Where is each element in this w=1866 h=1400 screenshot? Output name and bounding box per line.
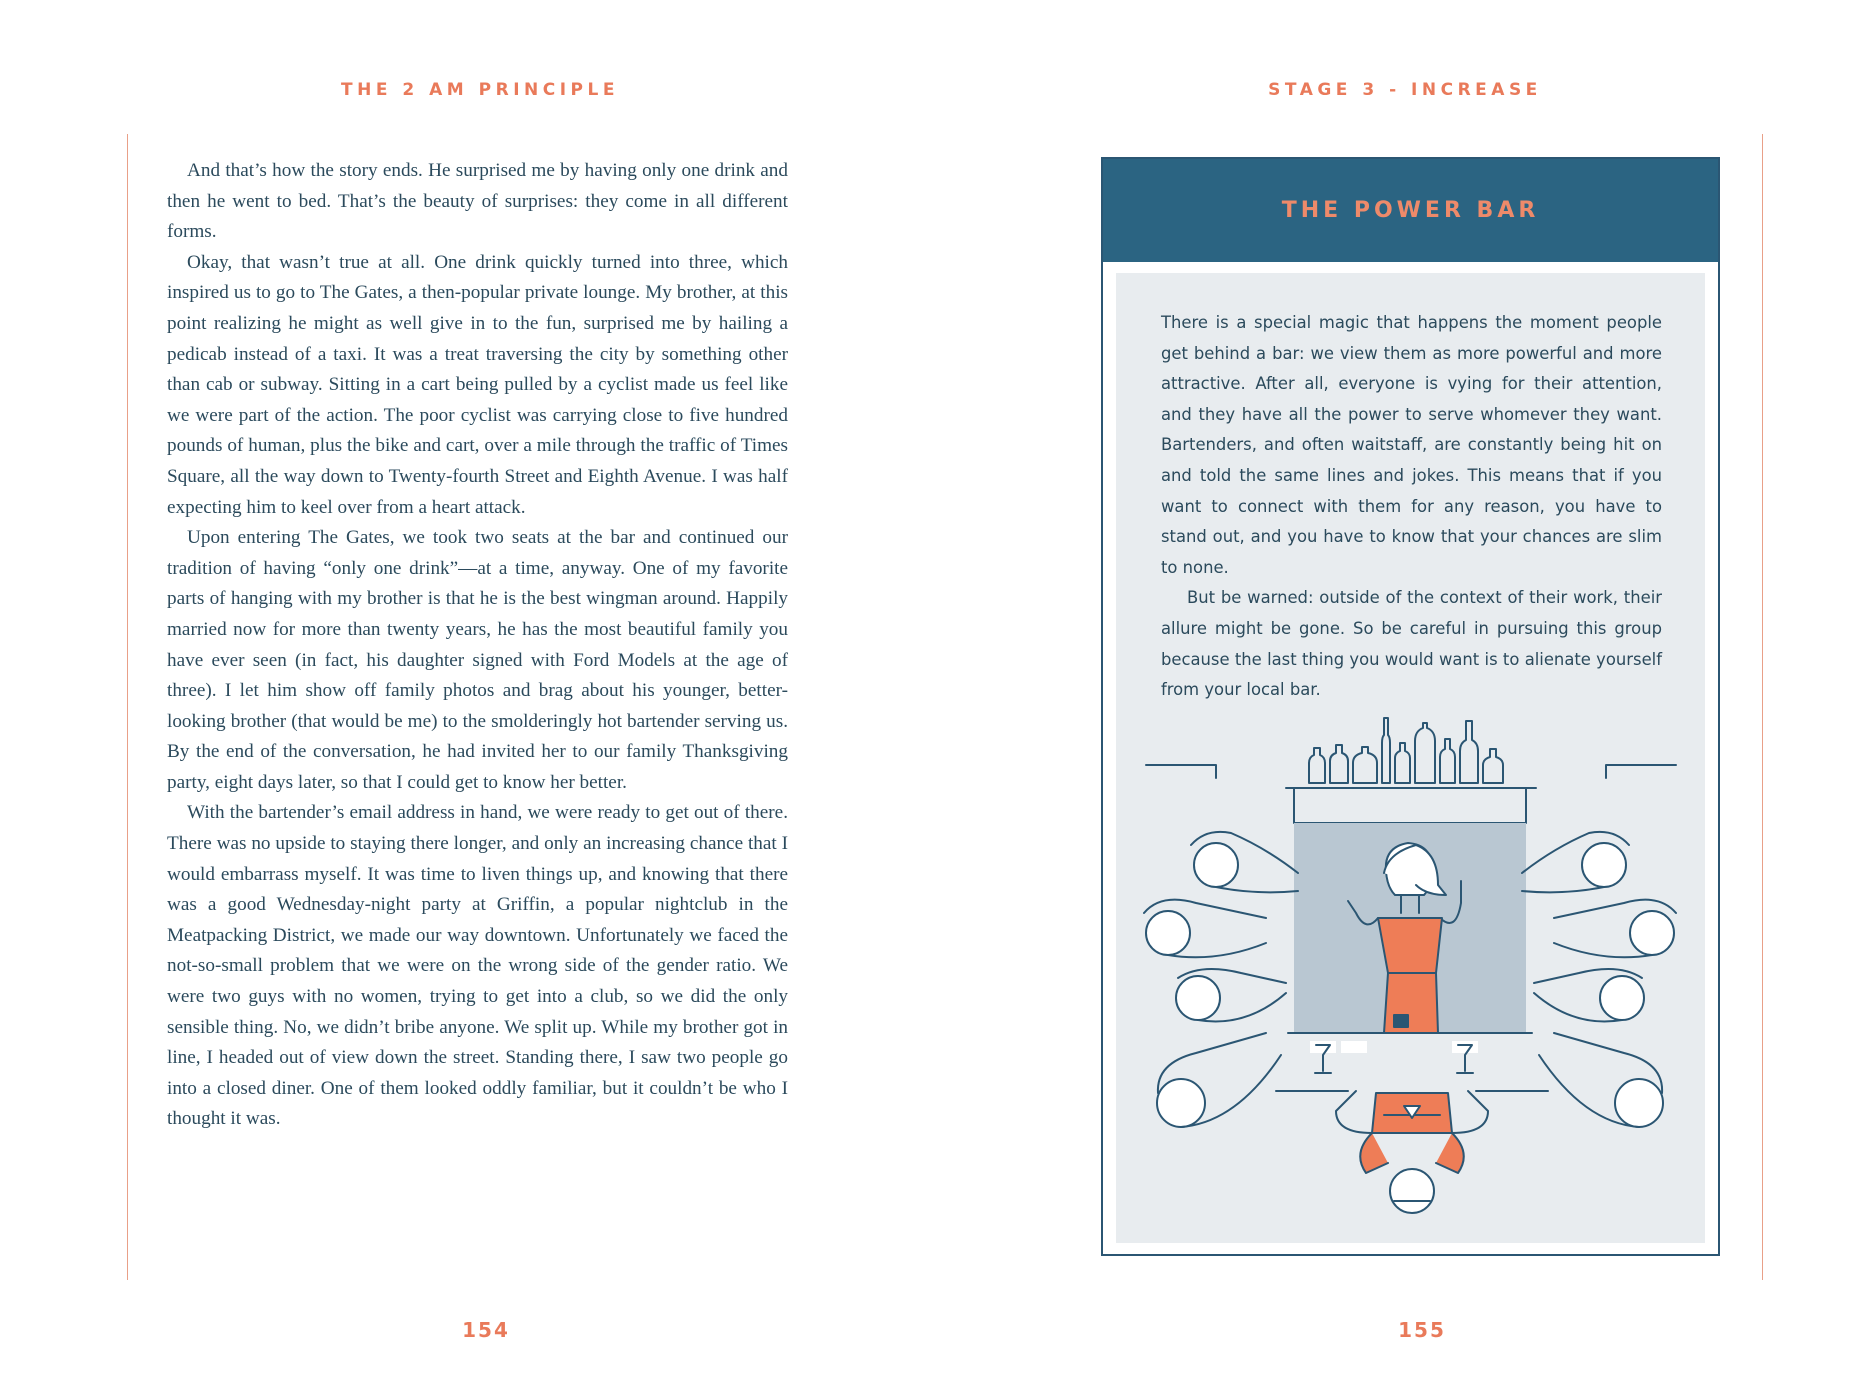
sidebar-paragraph: But be warned: outside of the context of their work, their allure might be gone. So be careful in pursuing this group because the last thing you would want is to alienate yourself from your local bar. xyxy=(1161,588,1662,700)
body-paragraph: Upon entering The Gates, we took two seats at the bar and continued our tradition of having “only one drink”—at a time, anyway. One of my favorite parts of hanging with my brother is that he is the best wingman around. Happily married now for more than twenty years, he has the most beautiful family you have ever seen (in fact, his daughter signed with Ford Models at the age of three). I let him show off family photos and brag about his younger, better-looking brother (that would be me) to the smolderingly hot bartender serving us. By the end of the conversation, he had invited her to our family Thanksgiving party, eight days later, so that I could get to know her better. xyxy=(167,527,788,793)
sidebar-header xyxy=(1103,159,1718,262)
running-head-left: THE 2 AM PRINCIPLE xyxy=(341,80,619,100)
sidebar-paragraph: There is a special magic that happens the moment people get behind a bar: we view them as more powerful and more attractive. After all, everyone is vying for their attention, and they have all the power to serve whomever they want. Bartenders, and often waitstaff, are constantly being hit on and told the same lines and jokes. This means that if you want to connect with them for any reason, you have to stand out, and you have to know that your chances are slim to none. xyxy=(1161,313,1662,577)
page-number-right: 155 xyxy=(1398,1318,1446,1342)
waiter-icon xyxy=(1336,1091,1488,1213)
page-number-left: 154 xyxy=(462,1318,510,1342)
body-paragraph: And that’s how the story ends. He surprised me by having only one drink and then he went to bed. That’s the beauty of surprises: they come in all different forms. xyxy=(167,160,788,243)
margin-rule-left xyxy=(127,134,128,1280)
customer-left-icon xyxy=(1144,832,1298,1127)
body-paragraph: With the bartender’s email address in hand, we were ready to get out of there. There was no upside to staying there longer, and only an increasing chance that I would embarrass myself. It was time to liven things up, and knowing that there was a good Wednesday-night party at Griffin, a popular nightclub in the Meatpacking District, we made our way downtown. Unfortunately we faced the not-so-small problem that we were on the wrong side of the gender ratio. We were two guys with no women, trying to get into a club, so we did the only sensible thing. No, we didn’t bribe anyone. We split up. While my brother got in line, I headed out of view down the street. Standing there, I saw two people go into a closed diner. One of them looked oddly familiar, but it couldn’t be who I thought it was. xyxy=(167,802,788,1130)
bar-illustration xyxy=(1116,273,1705,1243)
running-head-right: STAGE 3 - INCREASE xyxy=(1268,80,1542,100)
sidebar-title: THE POWER BAR xyxy=(1281,198,1540,223)
body-text xyxy=(167,156,788,1135)
body-paragraph: Okay, that wasn’t true at all. One drink quickly turned into three, which inspired us to go to The Gates, a then-popular private lounge. My brother, at this point realizing he might as well give in to the fun, surprised me by hailing a pedicab instead of a taxi. It was a treat traversing the city by something other than cab or subway. Sitting in a cart being pulled by a cyclist made us feel like we were part of the action. The poor cyclist was carrying close to five hundred pounds of human, plus the bike and cart, over a mile through the traffic of Times Square, all the way down to Twenty-fourth Street and Eighth Avenue. I was half expecting him to keel over from a heart attack. xyxy=(167,251,788,518)
margin-rule-right xyxy=(1762,134,1763,1280)
sidebar-box xyxy=(1101,157,1720,1256)
sidebar-panel xyxy=(1116,273,1705,1243)
bottle-shelf-icon xyxy=(1286,718,1536,823)
customer-right-icon xyxy=(1522,832,1676,1127)
